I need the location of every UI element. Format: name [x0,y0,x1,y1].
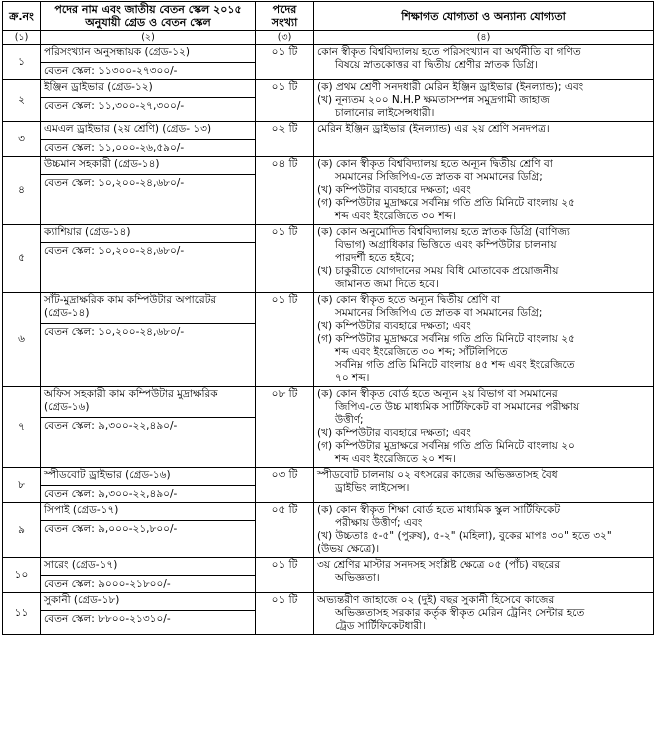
header-count: পদের সংখ্যা [256,2,314,31]
post-count: ০২ টি [256,122,314,157]
table-row [3,293,654,387]
post-name: সাঁট-মুদ্রাক্ষরিক কাম কম্পিউটার অপারেটর (গ্রেড-১৪) [44,294,217,319]
post-name: ক্যাশিয়ার (গ্রেড-১৪) [44,226,131,238]
post-cell [41,293,256,387]
qualification-line: (খ) উচ্চতাঃ ৫-৫" (পুরুষ), ৫-২" (মহিলা), বুকের মাপঃ ৩০" হতে ৩২" [317,530,612,542]
qualification-line: ট্রেড সার্টিফিকেটধারী। [335,620,426,632]
post-cell [41,558,256,593]
header-serial: ক্র.নং [3,2,41,31]
serial-number: ১০ [3,558,41,593]
qualification-cell [314,122,654,157]
post-cell [41,225,256,293]
qualification-cell [314,225,654,293]
post-count: ০১ টি [256,45,314,80]
qualification-cell [314,157,654,225]
serial-number: ১ [3,45,41,80]
post-cell [41,387,256,468]
qualification-line: সমমানের সিজিপিএ তে স্নাতক বা সমমানের ডিগ্রি; [335,307,543,319]
qualification-cell [314,558,654,593]
qualification-cell [314,468,654,503]
table-body [3,45,654,635]
post-count: ০৮ টি [256,387,314,468]
serial-number: ৩ [3,122,41,157]
qualification-cell [314,387,654,468]
post-name: সিপাই (গ্রেড-১৭) [44,504,119,516]
post-name: উচ্চমান সহকারী (গ্রেড-১৪) [44,158,160,170]
qualification-line: (গ) কম্পিউটার মুদ্রাক্ষরে সর্বনিম্ন গতি প্রতি মিনিটে বাংলায় ২৫ [317,197,575,209]
qualification-line: (খ) কম্পিউটার ব্যবহারে দক্ষতা; এবং [317,320,471,332]
qualification-line: (উভয় ক্ষেত্রে)। [317,543,380,555]
qualification-line: অভিজ্ঞতাসহ সরকার কর্তৃক স্বীকৃত মেরিন ট্রেনিং সেন্টার হতে [335,607,585,619]
post-count: ০১ টি [256,80,314,122]
qualification-line: ড্রাইভিং লাইসেন্স। [335,482,410,494]
qualification-line: উত্তীর্ণ; [335,414,364,426]
post-cell [41,468,256,503]
serial-number: ২ [3,80,41,122]
pay-scale: বেতন স্কেল: ১১৩০০-২৭৩০০/- [41,62,255,78]
header-row [3,2,654,31]
qualification-line: সর্বনিম্ন গতি প্রতি মিনিটে বাংলায় ৪৫ শব্দ এবং ইংরেজিতে [335,359,575,371]
header-qualification: শিক্ষাগত যোগ্যতা ও অন্যান্য যোগ্যতা [314,2,654,31]
serial-number: ১১ [3,593,41,635]
serial-number: ৪ [3,157,41,225]
post-count: ০১ টি [256,558,314,593]
pay-scale: বেতন স্কেল: ৮৮০০-২১৩১০/- [41,610,255,626]
qualification-line: (ক) কোন স্বীকৃত শিক্ষা বোর্ড হতে মাধ্যমিক স্কুল সার্টিফিকেট [317,504,561,516]
post-name: পরিসংখ্যান অনুসন্ধায়ক (গ্রেড-১২) [44,46,190,58]
pay-scale: বেতন স্কেল: ১০,২০০-২৪,৬৮০/- [41,174,255,190]
post-count: ০১ টি [256,225,314,293]
qualification-line: চালানোর লাইসেন্সধারী। [335,107,435,119]
serial-number: ৮ [3,468,41,503]
qualification-line: শব্দ এবং ইংরেজিতে ৩০ শব্দ; সাঁটলিপিতে [335,346,508,358]
qualification-line: স্পীডবোট চালনায় ০২ বৎসরের কাজের অভিজ্ঞতাসহ বৈধ [317,469,558,481]
post-name: এমএল ড্রাইভার (২য় শ্রেণি) (গ্রেড- ১৩) [44,123,212,135]
post-cell [41,122,256,157]
post-count: ০৩ টি [256,468,314,503]
qualification-line: শব্দ এবং ইংরেজিতে ২০ শব্দ। [335,453,456,465]
qualification-line: ৭০ শব্দ। [335,372,370,384]
post-name: ইঞ্জিন ড্রাইভার (গ্রেড-১২) [44,81,153,93]
table-row [3,157,654,225]
qualification-line: (ক) কোন অনুমোদিত বিশ্ববিদ্যালয় হতে স্নাতক ডিগ্রি (বাণিজ্য [317,226,570,238]
column-index: (৪) [314,31,654,45]
post-cell [41,45,256,80]
qualification-line: (খ) নূন্যতম ২০০ N.H.P ক্ষমতাসম্পন্ন সমুদ্রগামী জাহাজ [317,94,550,106]
serial-number: ৯ [3,503,41,558]
qualification-line: বিষয়ে স্নাতকোত্তর বা দ্বিতীয় শ্রেণীর স্নাতক ডিগ্রি। [335,59,539,71]
pay-scale: বেতন স্কেল: ৯,৩০০-২২,৪৯০/- [41,417,255,433]
table-row [3,468,654,503]
table-row [3,225,654,293]
post-count: ০১ টি [256,593,314,635]
job-circular-table [2,1,654,635]
table-row [3,387,654,468]
qualification-line: পারদর্শী হতে হইবে; [335,252,415,264]
table-row [3,45,654,80]
post-count: ০১ টি [256,293,314,387]
qualification-line: (গ) কম্পিউটার মুদ্রাক্ষরে সর্বনিম্ন গতি প্রতি মিনিটে বাংলায় ২০ [317,440,575,452]
pay-scale: বেতন স্কেল: ১০,২০০-২৪,৬৮০/- [41,242,255,258]
qualification-line: (ক) প্রথম শ্রেণী সনদধারী মেরিন ইঞ্জিন ড্রাইভার (ইনল্যান্ড); এবং [317,81,584,93]
qualification-line: অভিজ্ঞতা। [335,572,380,584]
table-row [3,80,654,122]
qualification-cell [314,503,654,558]
column-index-row [3,31,654,45]
qualification-line: (গ) কম্পিউটার মুদ্রাক্ষরে সর্বনিম্ন গতি প্রতি মিনিটে বাংলায় ২৫ [317,333,575,345]
column-index: (১) [3,31,41,45]
post-name: অফিস সহকারী কাম কম্পিউটার মুদ্রাক্ষরিক (গ্রেড-১৬) [44,388,218,413]
qualification-line: অভ্যন্তরীণ জাহাজে ০২ (দুই) বছর সুকানী হিসেবে কাজের [317,594,555,606]
table-row [3,558,654,593]
post-count: ০৪ টি [256,157,314,225]
post-cell [41,157,256,225]
qualification-line: (ক) কোন স্বীকৃত বোর্ড হতে অন্যূন ২য় বিভাগ বা সমমানের [317,388,558,400]
qualification-line: সমমানের সিজিপিএ-তে স্নাতক বা সমমানের ডিগ্রি; [335,171,543,183]
qualification-cell [314,80,654,122]
qualification-cell [314,593,654,635]
pay-scale: বেতন স্কেল: ১০,২০০-২৪,৬৮০/- [41,323,255,339]
pay-scale: বেতন স্কেল: ৯,৩০০-২২,৪৯০/- [41,485,255,501]
post-name: স্পীডবোট ড্রাইভার (গ্রেড-১৬) [44,469,171,481]
qualification-line: (ক) কোন স্বীকৃত হতে অন্যূন দ্বিতীয় শ্রেণি বা [317,294,501,306]
qualification-line: পরীক্ষায় উত্তীর্ণ; এবং [335,517,423,529]
qualification-line: (খ) কম্পিউটার ব্যবহারে দক্ষতা; এবং [317,427,471,439]
column-index: (৩) [256,31,314,45]
table-row [3,503,654,558]
qualification-line: বিভাগ) অগ্রাধিকার ভিত্তিতে এবং কম্পিউটার চালনায় [335,239,557,251]
post-cell [41,593,256,635]
pay-scale: বেতন স্কেল: ১১,৩০০-২৭,৩০০/- [41,97,255,113]
qualification-cell [314,293,654,387]
serial-number: ৭ [3,387,41,468]
column-index: (২) [41,31,256,45]
pay-scale: বেতন স্কেল: ৯০০০-২১৮০০/- [41,575,255,591]
qualification-line: ৩য় শ্রেণির মাস্টার সনদসহ সংশ্লিষ্ট ক্ষেত্রে ০৫ (পাঁচ) বছরের [317,559,561,571]
serial-number: ৫ [3,225,41,293]
qualification-line: জিপিএ-তে উচ্চ মাধ্যমিক সার্টিফিকেট বা সমমানের পরীক্ষায় [335,401,580,413]
post-name: সুকানী (গ্রেড-১৮) [44,594,120,606]
post-cell [41,80,256,122]
qualification-cell [314,45,654,80]
pay-scale: বেতন স্কেল: ৯,০০০-২১,৮০০/- [41,520,255,536]
header-post: পদের নাম এবং জাতীয় বেতন স্কেল ২০১৫ অনুযায়ী গ্রেড ও বেতন স্কেল [41,2,256,31]
qualification-line: জামানত জমা দিতে হবে। [335,278,439,290]
qualification-line: (খ) কম্পিউটার ব্যবহারে দক্ষতা; এবং [317,184,471,196]
qualification-line: (খ) চাকুরীতে যোগদানের সময় বিধি মোতাবেক প্রয়োজনীয় [317,265,559,277]
pay-scale: বেতন স্কেল: ১১,০০০-২৬,৫৯০/- [41,139,255,155]
post-name: সারেং (গ্রেড-১৭) [44,559,118,571]
qualification-line: কোন স্বীকৃত বিশ্ববিদ্যালয় হতে পরিসংখ্যান বা অর্থনীতি বা গণিত [317,46,581,58]
post-count: ০৫ টি [256,503,314,558]
serial-number: ৬ [3,293,41,387]
table-row [3,593,654,635]
qualification-line: মেরিন ইঞ্জিন ড্রাইভার (ইনল্যান্ড) এর ২য় শ্রেণি সনদপত্র। [317,123,550,135]
table-row [3,122,654,157]
post-cell [41,503,256,558]
qualification-line: শব্দ এবং ইংরেজিতে ৩০ শব্দ। [335,210,456,222]
qualification-line: (ক) কোন স্বীকৃত বিশ্ববিদ্যালয় হতে অন্যূন দ্বিতীয় শ্রেণি বা [317,158,553,170]
